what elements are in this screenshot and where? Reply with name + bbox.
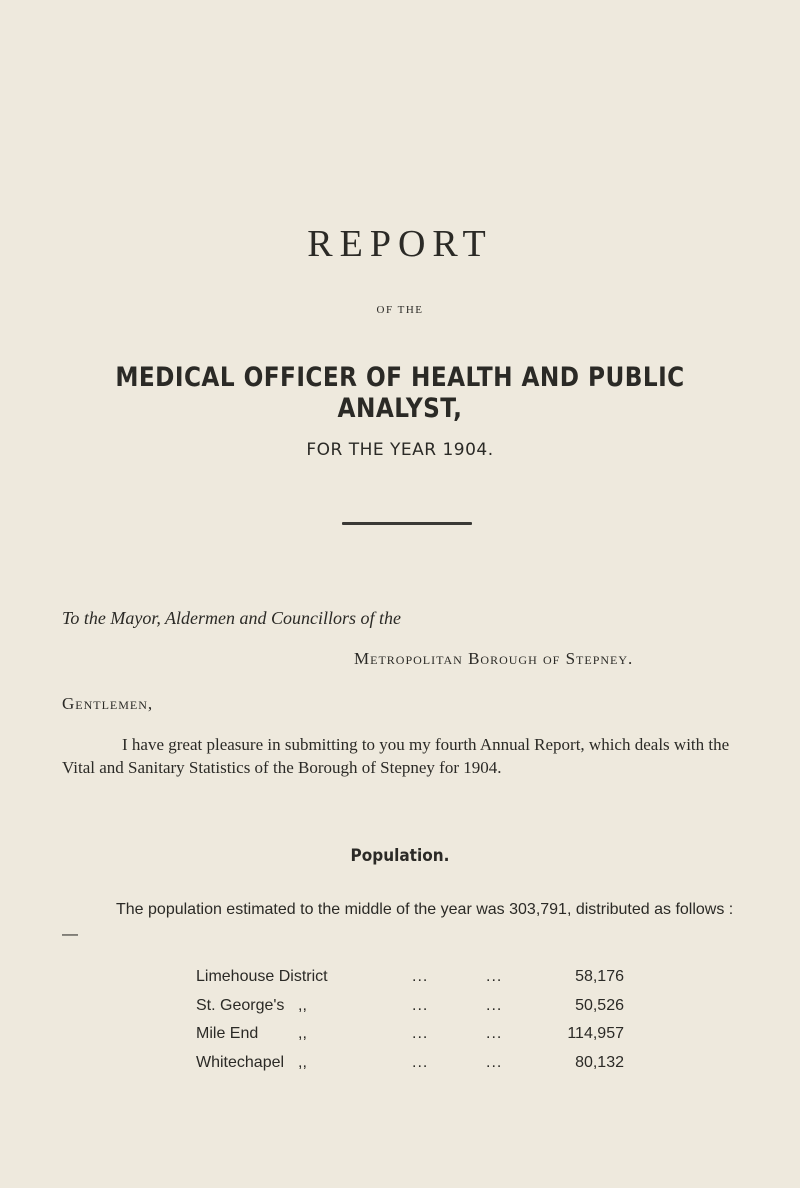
main-title: MEDICAL OFFICER OF HEALTH AND PUBLIC ANALYST, — [115, 362, 685, 424]
table-row — [176, 997, 636, 1026]
population-value: 80,132 — [575, 1053, 624, 1071]
ditto-mark: ,, — [298, 1053, 307, 1071]
leader-dots: ... — [412, 1053, 429, 1071]
leader-dots: ... — [486, 996, 503, 1014]
leader-dots: ... — [412, 996, 429, 1014]
table-row — [176, 968, 636, 997]
ditto-mark: ,, — [298, 996, 307, 1014]
population-value: 58,176 — [575, 968, 624, 985]
leader-dots: ... — [412, 968, 429, 985]
leader-dots: ... — [486, 1025, 503, 1042]
table-row — [176, 1054, 636, 1083]
population-intro: The population estimated to the middle of the year was 303,791, distributed as follows :— — [62, 901, 734, 943]
salutation: Gentlemen, — [62, 694, 154, 713]
district-name: Mile End — [196, 1025, 259, 1042]
opening-paragraph: I have great pleasure in submitting to you my fourth Annual Report, which deals with the Vital and Sanitary Statistics of the Borough of Stepney for 1904. — [62, 735, 730, 777]
population-value: 50,526 — [575, 996, 624, 1014]
ditto-mark: ,, — [298, 1025, 307, 1042]
table-row — [176, 1025, 636, 1054]
leader-dots: ... — [412, 1025, 429, 1042]
leader-dots: ... — [486, 1053, 503, 1071]
leader-dots: ... — [486, 968, 503, 985]
of-the-caption: OF THE — [376, 304, 424, 316]
population-value: 114,957 — [567, 1025, 624, 1042]
district-name: St. George's — [196, 996, 285, 1014]
divider-rule — [342, 522, 472, 525]
section-heading-population: Population. — [350, 846, 450, 866]
report-title: REPORT — [307, 223, 493, 265]
district-name: Whitechapel — [196, 1053, 285, 1071]
population-table — [176, 968, 636, 1082]
district-name: Limehouse District — [196, 968, 328, 985]
address-line: To the Mayor, Aldermen and Councillors of the — [62, 608, 401, 628]
year-line: FOR THE YEAR 1904. — [306, 440, 494, 460]
borough-line: Metropolitan Borough of Stepney. — [354, 649, 634, 668]
